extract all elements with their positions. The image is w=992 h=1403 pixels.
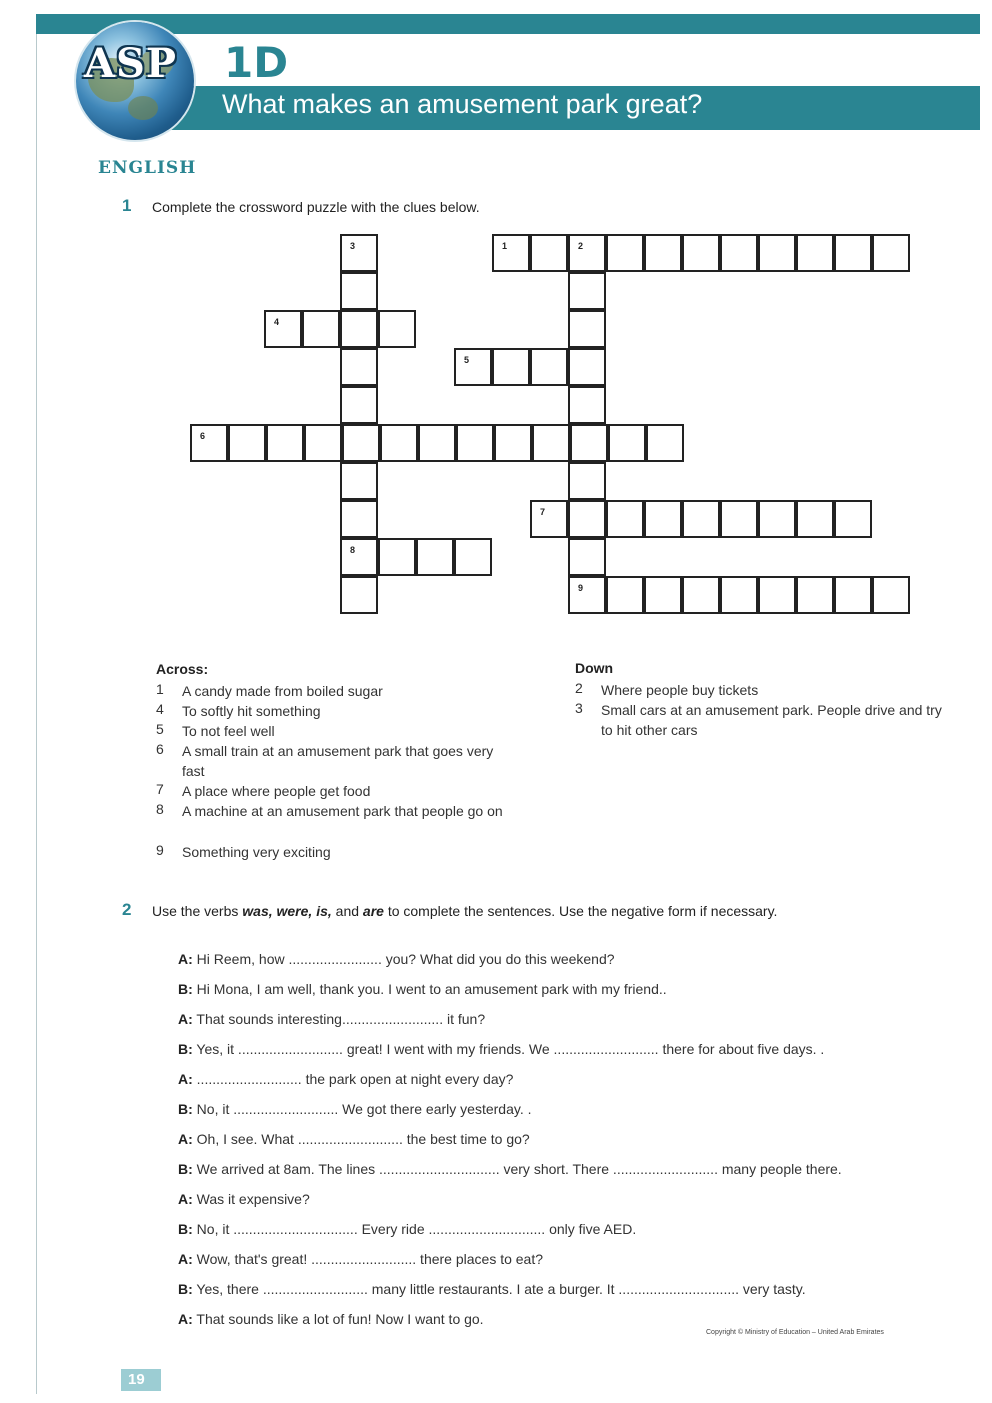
crossword-cell[interactable] (228, 424, 266, 462)
clue-text: A machine at an amusement park that people go on (182, 803, 503, 819)
crossword-cell[interactable] (378, 538, 416, 576)
dialogue-text[interactable]: Yes, there ........................... many little restaurants. I ate a burger. It ............................... very tasty. (192, 1281, 806, 1297)
crossword-cell[interactable] (416, 538, 454, 576)
crossword-cell[interactable] (264, 310, 302, 348)
crossword-cell[interactable] (758, 500, 796, 538)
crossword-cell[interactable] (302, 310, 340, 348)
dialogue-text[interactable]: Hi Mona, I am well, thank you. I went to an amusement park with my friend.. (192, 981, 667, 997)
dialogue-text[interactable]: Oh, I see. What ........................... the best time to go? (192, 1131, 530, 1147)
asp-logo-text: ASP (84, 40, 177, 87)
crossword-cell[interactable] (568, 538, 606, 576)
crossword-cell[interactable] (340, 386, 378, 424)
crossword-cell[interactable] (378, 310, 416, 348)
clue-number: 9 (156, 842, 164, 858)
clue-number: 2 (575, 680, 583, 696)
clue-text: To softly hit something (182, 703, 321, 719)
subject-label: ENGLISH (98, 158, 197, 178)
crossword-cell[interactable] (796, 234, 834, 272)
crossword-cell[interactable] (494, 424, 532, 462)
speaker-label: A: (178, 1191, 193, 1207)
copyright-notice: Copyright © Ministry of Education – United Arab Emirates (706, 1329, 884, 1336)
speaker-label: A: (178, 1071, 193, 1087)
crossword-cell[interactable] (340, 234, 378, 272)
crossword-cell[interactable] (568, 386, 606, 424)
crossword-cell[interactable] (872, 234, 910, 272)
clue-text: A small train at an amusement park that goes very fast (182, 743, 494, 779)
dialogue-text[interactable]: ........................... the park open at night every day? (192, 1071, 514, 1087)
crossword-cell[interactable] (568, 348, 606, 386)
crossword-cell[interactable] (682, 576, 720, 614)
crossword-cell[interactable] (568, 500, 606, 538)
dialogue-line (178, 1311, 484, 1327)
crossword-cell[interactable] (530, 500, 568, 538)
left-margin-rule (36, 34, 37, 1394)
crossword-cell[interactable] (608, 424, 646, 462)
crossword-cell-number: 5 (464, 355, 470, 365)
question-1-instruction: Complete the crossword puzzle with the clues below. (152, 199, 480, 215)
crossword-cell[interactable] (570, 424, 608, 462)
dialogue-line (178, 951, 615, 967)
clue-text: A candy made from boiled sugar (182, 683, 383, 699)
crossword-cell[interactable] (532, 424, 570, 462)
crossword-cell-number: 1 (502, 241, 508, 251)
crossword-cell[interactable] (646, 424, 684, 462)
crossword-cell[interactable] (340, 500, 378, 538)
crossword-cell[interactable] (568, 462, 606, 500)
clue-number: 8 (156, 801, 164, 817)
speaker-label: A: (178, 1131, 193, 1147)
crossword-cell[interactable] (340, 576, 378, 614)
crossword-cell[interactable] (492, 348, 530, 386)
dialogue-line (178, 1191, 310, 1207)
crossword-cell[interactable] (606, 234, 644, 272)
crossword-cell[interactable] (568, 272, 606, 310)
page-title: What makes an amusement park great? (222, 89, 703, 119)
clue-number: 4 (156, 701, 164, 717)
crossword-cell[interactable] (456, 424, 494, 462)
crossword-cell-number: 8 (350, 545, 356, 555)
clue-text: A place where people get food (182, 783, 371, 799)
dialogue-text[interactable]: Hi Reem, how ........................ you? What did you do this weekend? (192, 951, 615, 967)
crossword-cell[interactable] (834, 234, 872, 272)
clue-number: 3 (575, 700, 583, 716)
dialogue-line (178, 1251, 543, 1267)
crossword-cell[interactable] (342, 424, 380, 462)
across-heading: Across: (156, 661, 209, 677)
crossword-cell[interactable] (530, 234, 568, 272)
speaker-label: B: (178, 1101, 193, 1117)
crossword-cell[interactable] (454, 538, 492, 576)
crossword-cell[interactable] (796, 500, 834, 538)
dialogue-line (178, 1131, 530, 1147)
dialogue-line (178, 1071, 513, 1087)
clue-number: 1 (156, 681, 164, 697)
dialogue-line (178, 1041, 824, 1057)
question-2-instruction: Use the verbs was, were, is, and are to complete the sentences. Use the negative form if necessary. (152, 903, 778, 919)
crossword-cell[interactable] (606, 576, 644, 614)
crossword-cell[interactable] (190, 424, 228, 462)
question-1-number: 1 (122, 196, 132, 215)
crossword-cell[interactable] (758, 234, 796, 272)
crossword-cell[interactable] (418, 424, 456, 462)
crossword-cell[interactable] (340, 462, 378, 500)
crossword-cell[interactable] (340, 272, 378, 310)
crossword-cell[interactable] (606, 500, 644, 538)
clue-text: Small cars at an amusement park. People drive and try to hit other cars (601, 702, 942, 738)
crossword-cell[interactable] (454, 348, 492, 386)
crossword-cell-number: 2 (578, 241, 584, 251)
dialogue-text[interactable]: Wow, that's great! ........................... there places to eat? (192, 1251, 544, 1267)
crossword-cell[interactable] (568, 576, 606, 614)
dialogue-text[interactable]: No, it ................................ Every ride .............................. only five AED. (192, 1221, 637, 1237)
crossword-cell[interactable] (644, 500, 682, 538)
crossword-cell-number: 6 (200, 431, 206, 441)
crossword-cell[interactable] (266, 424, 304, 462)
dialogue-line (178, 1221, 636, 1237)
crossword-cell-number: 9 (578, 583, 584, 593)
crossword-cell[interactable] (720, 234, 758, 272)
crossword-cell[interactable] (682, 234, 720, 272)
crossword-cell[interactable] (530, 348, 568, 386)
dialogue-line (178, 1011, 485, 1027)
crossword-cell[interactable] (644, 576, 682, 614)
dialogue-line (178, 981, 667, 997)
crossword-cell-number: 7 (540, 507, 546, 517)
speaker-label: B: (178, 981, 193, 997)
crossword-cell[interactable] (796, 576, 834, 614)
crossword-cell[interactable] (568, 234, 606, 272)
dialogue-text[interactable]: Yes, it ........................... great! I went with my friends. We ........................... there for about five days. . (192, 1041, 825, 1057)
dialogue-text[interactable]: No, it ........................... We got there early yesterday. . (192, 1101, 532, 1117)
crossword-cell[interactable] (568, 310, 606, 348)
clue-number: 6 (156, 741, 164, 757)
speaker-label: A: (178, 1251, 193, 1267)
crossword-cell-number: 3 (350, 241, 356, 251)
crossword-cell[interactable] (834, 500, 872, 538)
clue-text: To not feel well (182, 723, 275, 739)
down-heading: Down (575, 660, 614, 676)
dialogue-line (178, 1281, 806, 1297)
speaker-label: A: (178, 1011, 193, 1027)
dialogue-text[interactable]: That sounds like a lot of fun! Now I want to go. (192, 1311, 484, 1327)
clue-text: Where people buy tickets (601, 682, 759, 698)
crossword-cell[interactable] (304, 424, 342, 462)
crossword-cell[interactable] (872, 576, 910, 614)
clue-number: 5 (156, 721, 164, 737)
speaker-label: A: (178, 951, 193, 967)
speaker-label: B: (178, 1221, 193, 1237)
crossword-cell[interactable] (720, 576, 758, 614)
speaker-label: B: (178, 1281, 193, 1297)
header-top-bar (36, 14, 980, 34)
crossword-cell[interactable] (834, 576, 872, 614)
page-number: 19 (128, 1371, 145, 1388)
crossword-cell[interactable] (340, 310, 378, 348)
speaker-label: A: (178, 1311, 193, 1327)
dialogue-line (178, 1161, 842, 1177)
crossword-cell-number: 4 (274, 317, 280, 327)
clue-number: 7 (156, 781, 164, 797)
dialogue-text[interactable]: We arrived at 8am. The lines ............................... very short. There ........................... many people there. (192, 1161, 842, 1177)
speaker-label: B: (178, 1161, 193, 1177)
crossword-cell[interactable] (720, 500, 758, 538)
dialogue-text[interactable]: That sounds interesting.......................... it fun? (192, 1011, 486, 1027)
speaker-label: B: (178, 1041, 193, 1057)
crossword-cell[interactable] (758, 576, 796, 614)
dialogue-text[interactable]: Was it expensive? (192, 1191, 310, 1207)
crossword-cell[interactable] (340, 348, 378, 386)
crossword-cell[interactable] (340, 538, 378, 576)
lesson-code: 1D (224, 38, 289, 87)
globe-land-icon (128, 96, 158, 120)
crossword-cell[interactable] (380, 424, 418, 462)
dialogue-line (178, 1101, 532, 1117)
crossword-cell[interactable] (492, 234, 530, 272)
crossword-cell[interactable] (644, 234, 682, 272)
crossword-cell[interactable] (682, 500, 720, 538)
question-2-number: 2 (122, 900, 132, 919)
clue-text: Something very exciting (182, 844, 331, 860)
